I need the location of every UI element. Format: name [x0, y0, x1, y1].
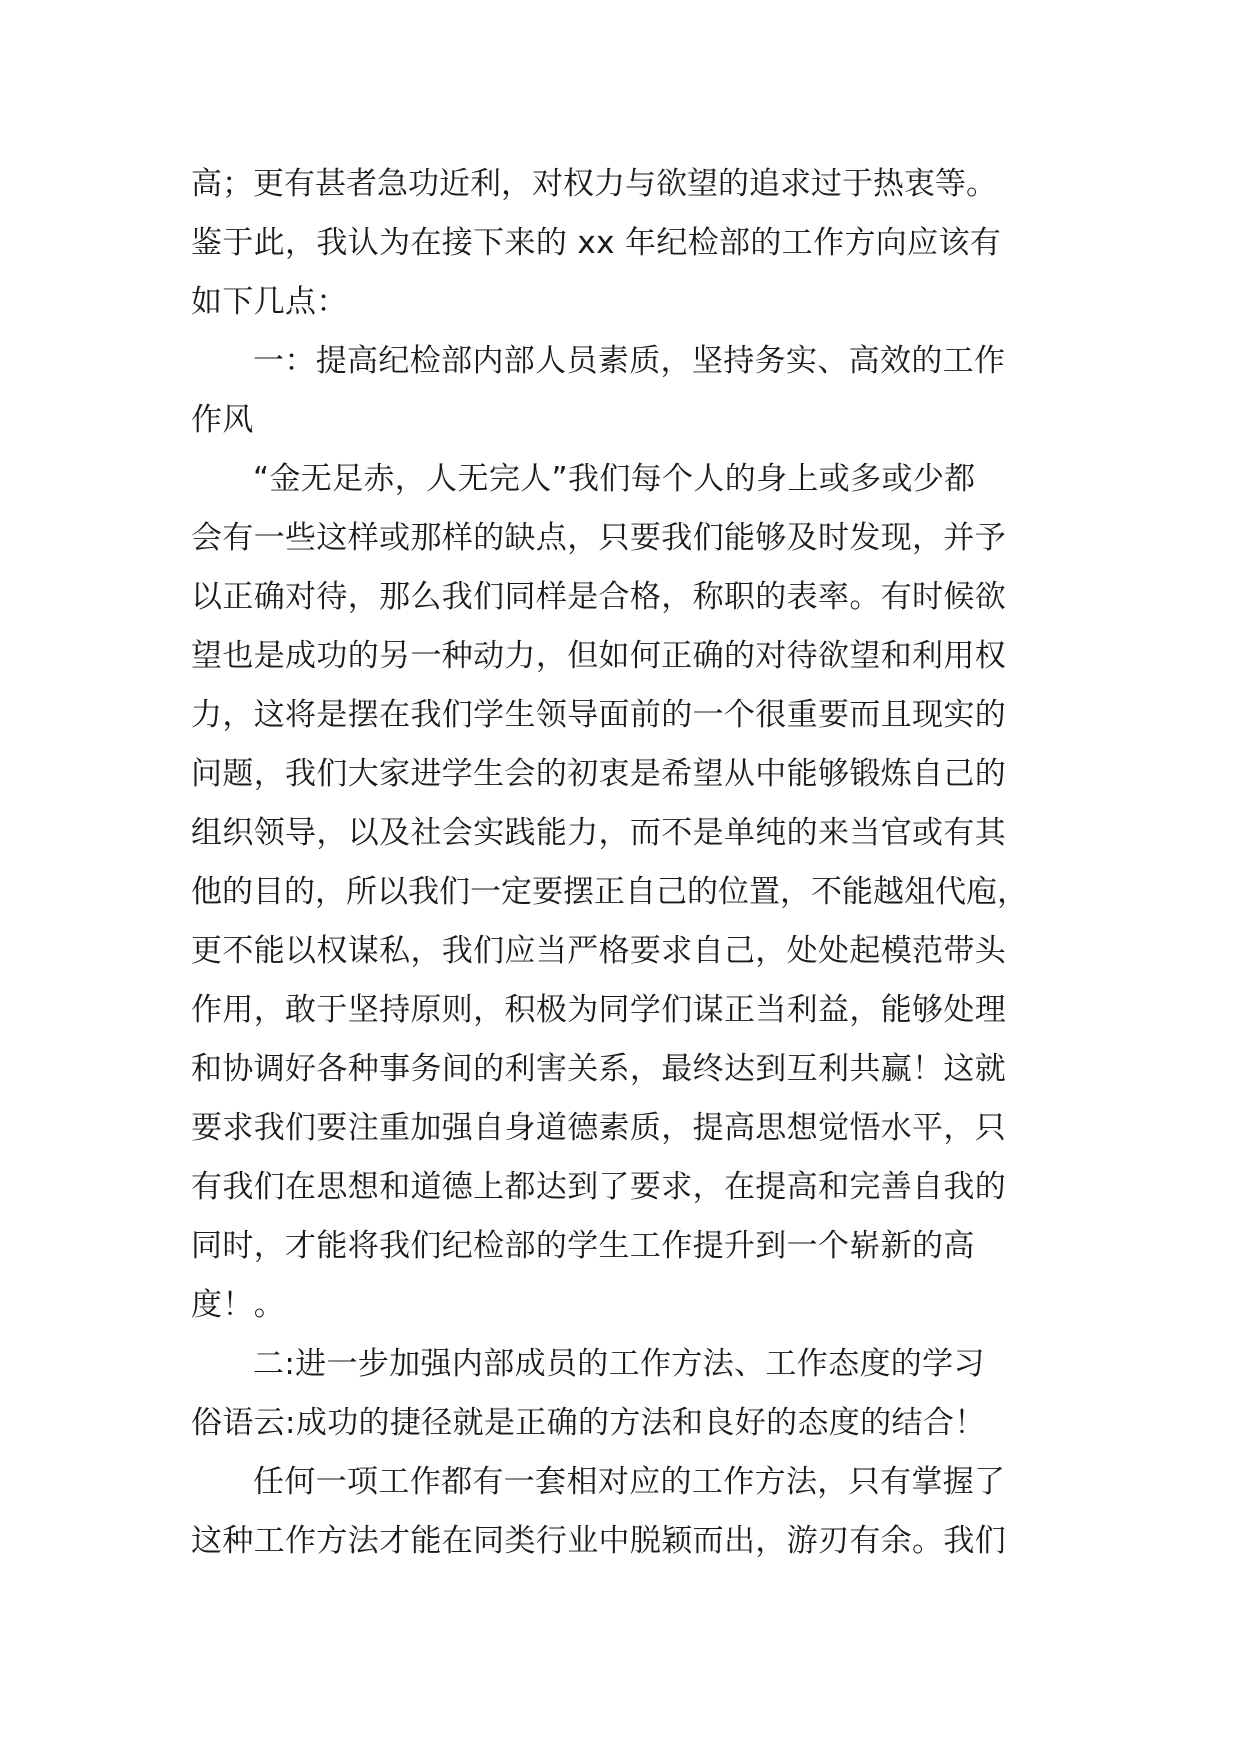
text-line: 高；更有甚者急功近利，对权力与欲望的追求过于热衷等。: [191, 166, 997, 202]
text-line: “金无足赤，人无完人”我们每个人的身上或多或少都: [253, 461, 976, 497]
text-line: 问题，我们大家进学生会的初衷是希望从中能够锻炼自己的: [191, 756, 1007, 792]
text-line: 要求我们要注重加强自身道德素质，提高思想觉悟水平，只: [191, 1110, 1007, 1146]
text-line: 他的目的，所以我们一定要摆正自己的位置，不能越俎代庖，: [191, 874, 1028, 910]
text-line: 这种工作方法才能在同类行业中脱颖而出，游刃有余。我们: [191, 1523, 1007, 1559]
text-line: 更不能以权谋私，我们应当严格要求自己，处处起模范带头: [191, 933, 1007, 969]
text-line: 鉴于此，我认为在接下来的 xx 年纪检部的工作方向应该有: [191, 225, 1002, 261]
text-line: 同时，才能将我们纪检部的学生工作提升到一个崭新的高: [191, 1228, 975, 1264]
body-text: [191, 155, 1061, 1571]
text-line: 如下几点：: [191, 284, 348, 320]
text-line: 俗语云:成功的捷径就是正确的方法和良好的态度的结合！: [191, 1405, 986, 1441]
section-heading-1: 一：提高纪检部内部人员素质，坚持务实、高效的工作: [253, 343, 1006, 379]
section-heading-2: 二:进一步加强内部成员的工作方法、工作态度的学习: [253, 1346, 985, 1382]
text-line: 望也是成功的另一种动力，但如何正确的对待欲望和利用权: [191, 638, 1007, 674]
text-line: 组织领导，以及社会实践能力，而不是单纯的来当官或有其: [191, 815, 1007, 851]
section-heading-1-cont: 作风: [191, 402, 254, 438]
text-line: 有我们在思想和道德上都达到了要求，在提高和完善自我的: [191, 1169, 1007, 1205]
text-line: 作用，敢于坚持原则，积极为同学们谋正当利益，能够处理: [191, 992, 1007, 1028]
text-line: 任何一项工作都有一套相对应的工作方法，只有掌握了: [253, 1464, 1006, 1500]
text-line: 以正确对待，那么我们同样是合格，称职的表率。有时候欲: [191, 579, 1007, 615]
text-line: 力，这将是摆在我们学生领导面前的一个很重要而且现实的: [191, 697, 1007, 733]
text-line: 会有一些这样或那样的缺点，只要我们能够及时发现，并予: [191, 520, 1007, 556]
text-line: 和协调好各种事务间的利害关系，最终达到互利共赢！这就: [191, 1051, 1007, 1087]
text-line: 度！。: [191, 1287, 286, 1323]
